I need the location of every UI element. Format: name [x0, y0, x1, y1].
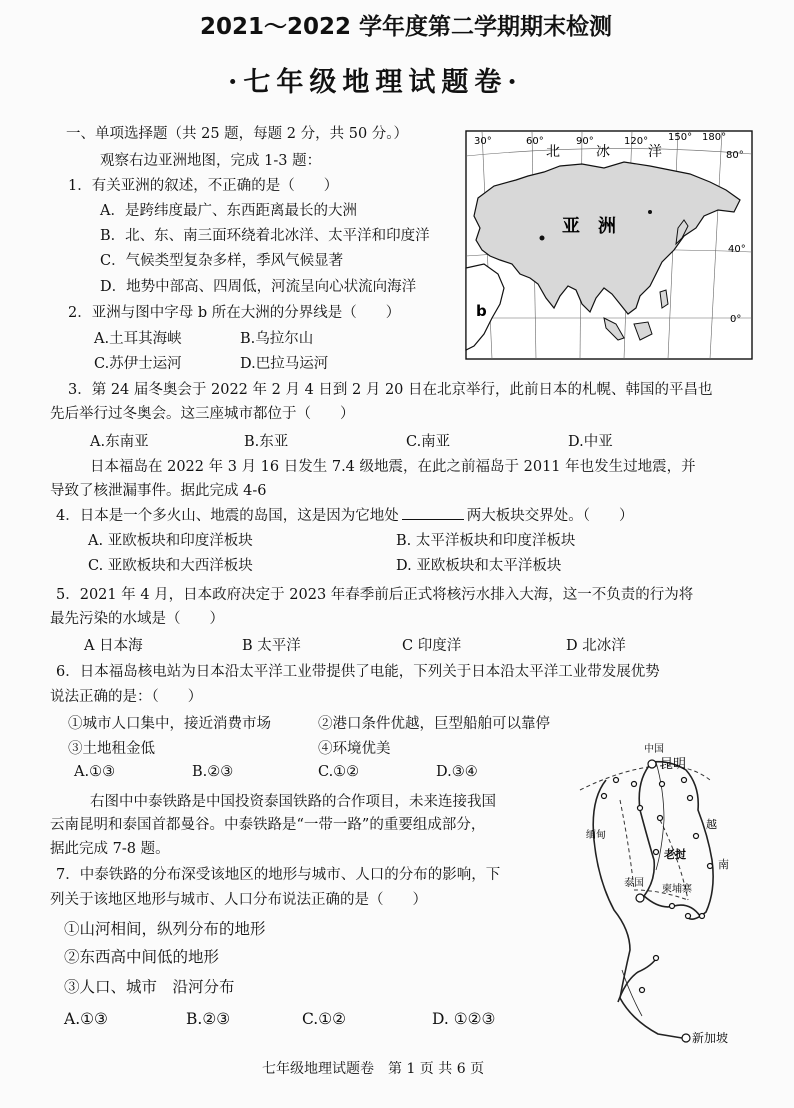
- passage1-line2: 导致了核泄漏事件。据此完成 4-6: [50, 483, 267, 499]
- q1-option-b: B．北、东、南三面环绕着北冰洋、太平洋和印度洋: [100, 228, 430, 244]
- q6-option-c: C.①②: [318, 764, 360, 780]
- q7-option-b: B.②③: [186, 1010, 231, 1028]
- section-intro: 观察右边亚洲地图，完成 1-3 题：: [100, 153, 322, 169]
- asia-map-lon-60: 60°: [526, 136, 544, 147]
- q7-option-d: D. ①②③: [432, 1010, 496, 1028]
- q6-statement-1: ①城市人口集中，接近消费市场: [68, 716, 271, 732]
- q5-option-a: A 日本海: [84, 638, 143, 654]
- asia-map-lon-180: 180°: [702, 132, 727, 143]
- asia-map-region-label: 亚 洲: [562, 216, 616, 237]
- arctic-ocean-char-1: 北: [546, 144, 560, 160]
- q6-statement-3: ③土地租金低: [68, 741, 155, 757]
- section-heading: 一、单项选择题（共 25 题，每题 2 分，共 50 分。）: [66, 126, 409, 142]
- asia-map-lon-30: 30°: [474, 136, 492, 147]
- q4-stem: [56, 504, 633, 525]
- q4-option-c: C. 亚欧板块和大西洋板块: [88, 558, 253, 574]
- asia-map-lat-40: 40°: [728, 244, 746, 255]
- q4-stem-post: 两大板块交界处。（ ）: [466, 508, 634, 524]
- asia-map-lat-80: 80°: [726, 150, 744, 161]
- philippines-island: [660, 290, 668, 308]
- q1-option-a: A．是跨纬度最广、东西距离最长的大洲: [100, 203, 357, 219]
- q6-option-d: D.③④: [436, 764, 478, 780]
- rail-map-label-vietnam-2: 南: [718, 858, 729, 871]
- passage2-line3: 据此完成 7-8 题。: [50, 841, 170, 857]
- q4-stem-pre: 4．日本是一个多火山、地震的岛国，这是因为它地处: [56, 508, 399, 524]
- asia-map-lat-0: 0°: [730, 314, 742, 325]
- q4-option-b: B. 太平洋板块和印度洋板块: [396, 533, 576, 549]
- q5-option-d: D 北冰洋: [566, 638, 626, 654]
- q3-stem-line2: 先后举行过冬奥会。这三座城市都位于（ ）: [50, 406, 355, 422]
- passage2-line1: 右图中中泰铁路是中国投资泰国铁路的合作项目，未来连接我国: [90, 794, 496, 810]
- china-thailand-railway-map: [560, 740, 750, 1050]
- q7-statement-1: ①山河相间，纵列分布的地形: [64, 920, 266, 938]
- q5-stem-line2: 最先污染的水域是（ ）: [50, 611, 224, 627]
- asia-map-lon-150: 150°: [668, 132, 693, 143]
- q6-option-a: A.①③: [74, 764, 116, 780]
- rail-map-label-cambodia: 柬埔寨: [662, 884, 692, 895]
- q6-statement-2: ②港口条件优越，巨型船舶可以靠停: [318, 716, 550, 732]
- q7-statement-3: ③人口、城市 沿河分布: [64, 978, 235, 996]
- q7-statement-2: ②东西高中间低的地形: [64, 948, 220, 966]
- passage2-line2: 云南昆明和泰国首都曼谷。中泰铁路是“一带一路”的重要组成部分，: [50, 817, 486, 833]
- exam-subtitle: ·七年级地理试题卷·: [228, 67, 523, 98]
- q4-option-d: D. 亚欧板块和太平洋板块: [396, 558, 562, 574]
- q6-option-b: B.②③: [192, 764, 234, 780]
- q1-option-d: D．地势中部高、四周低，河流呈向心状流向海洋: [100, 279, 417, 295]
- asia-map: [464, 128, 754, 362]
- q6-stem-line2: 说法正确的是：（ ）: [50, 689, 203, 705]
- q2-option-c: C.苏伊士运河: [94, 356, 182, 372]
- q3-option-d: D.中亚: [568, 434, 613, 450]
- q6-stem-line1: 6．日本福岛核电站为日本沿太平洋工业带提供了电能，下列关于日本沿太平洋工业带发展优势: [56, 664, 660, 680]
- q2-option-b: B.乌拉尔山: [240, 331, 314, 347]
- q4-option-a: A. 亚欧板块和印度洋板块: [88, 533, 253, 549]
- q7-option-a: A.①③: [64, 1010, 108, 1028]
- arctic-ocean-char-2: 冰: [596, 144, 610, 160]
- q2-option-a: A.土耳其海峡: [94, 331, 182, 347]
- rail-map-label-kunming: 昆明: [660, 757, 687, 772]
- q3-option-b: B.东亚: [244, 434, 289, 450]
- q5-stem-line1: 5．2021 年 4 月，日本政府决定于 2023 年春季前后正式将核污水排入大海，这一不负责的行为将: [56, 587, 694, 603]
- rail-map-label-myanmar: 缅甸: [586, 830, 606, 841]
- q5-option-b: B 太平洋: [242, 638, 301, 654]
- arctic-ocean-char-3: 洋: [648, 144, 662, 160]
- rail-map-label-laos: 老挝: [664, 848, 686, 861]
- page-footer: 七年级地理试题卷 第 1 页 共 6 页: [262, 1061, 485, 1077]
- q2-stem: 2．亚洲与图中字母 b 所在大洲的分界线是（ ）: [68, 305, 401, 321]
- q7-option-c: C.①②: [302, 1010, 347, 1028]
- q3-stem-line1: 3．第 24 届冬奥会于 2022 年 2 月 4 日到 2 月 20 日在北京举行，此前日本的札幌、韩国的平昌也: [68, 382, 713, 398]
- q1-stem: 1．有关亚洲的叙述，不正确的是（ ）: [68, 178, 339, 194]
- passage1-line1: 日本福岛在 2022 年 3 月 16 日发生 7.4 级地震，在此之前福岛于 2011 年也发生过地震，并: [90, 459, 696, 475]
- q7-stem-line2: 列关于该地区地形与城市、人口分布说法正确的是（ ）: [50, 892, 427, 908]
- rail-map-label-thailand: 泰国: [624, 878, 644, 889]
- rail-map-label-singapore: 新加坡: [692, 1031, 729, 1045]
- q2-option-d: D.巴拉马运河: [240, 356, 329, 372]
- q6-statement-4: ④环境优美: [318, 741, 391, 757]
- rail-map-label-vietnam-1: 越: [706, 818, 717, 831]
- q1-option-c: C．气候类型复杂多样，季风气候显著: [100, 253, 344, 269]
- rail-map-label-china: 中国: [644, 744, 664, 755]
- q3-option-a: A.东南亚: [90, 434, 149, 450]
- asia-map-letter-b: b: [476, 302, 487, 320]
- exam-title: 2021～2022 学年度第二学期期末检测: [200, 14, 613, 40]
- q4-answer-blank[interactable]: [402, 505, 464, 520]
- asia-map-lon-120: 120°: [624, 136, 649, 147]
- q3-option-c: C.南亚: [406, 434, 451, 450]
- asia-map-lon-90: 90°: [576, 136, 594, 147]
- q5-option-c: C 印度洋: [402, 638, 462, 654]
- q7-stem-line1: 7．中泰铁路的分布深受该地区的地形与城市、人口的分布的影响，下: [56, 867, 501, 883]
